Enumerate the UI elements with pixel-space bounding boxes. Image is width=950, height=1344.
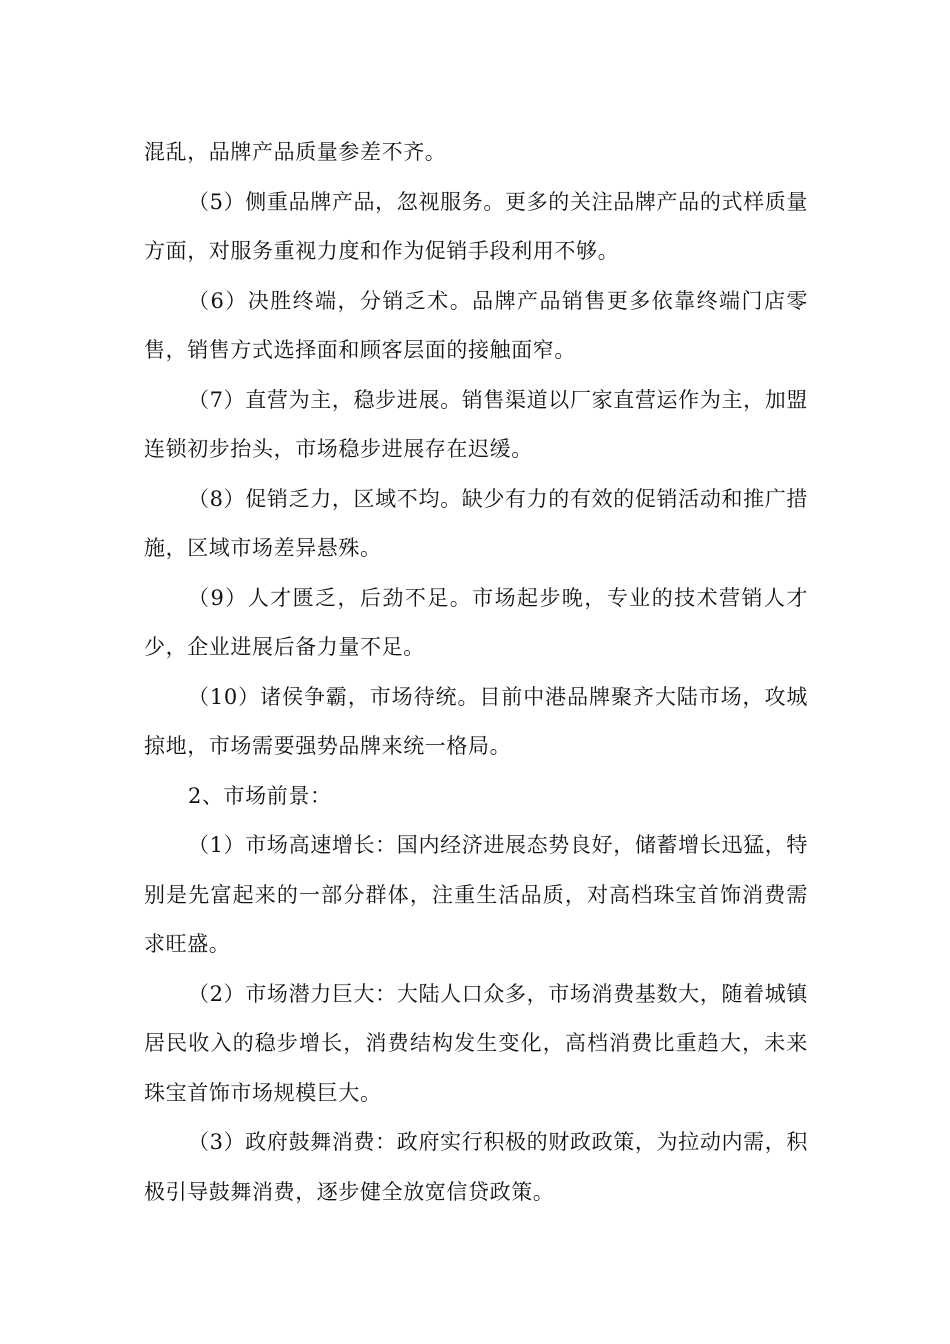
- paragraph-outlook-3: （3）政府鼓舞消费：政府实行积极的财政政策，为拉动内需，积极引导鼓舞消费，逐步健全放宽信贷政策。: [144, 1130, 808, 1204]
- paragraph-item-7: （7）直营为主，稳步进展。销售渠道以厂家直营运作为主，加盟连锁初步抬头，市场稳步进展存在迟缓。: [144, 387, 808, 461]
- document-body: [144, 128, 808, 1217]
- paragraph-item-8: （8）促销乏力，区域不均。缺少有力的有效的促销活动和推广措施，区域市场差异悬殊。: [144, 486, 808, 560]
- paragraph-item-6: （6）决胜终端，分销乏术。品牌产品销售更多依靠终端门店零售，销售方式选择面和顾客层面的接触面窄。: [144, 288, 808, 362]
- paragraph-item-10: （10）诸侯争霸，市场待统。目前中港品牌聚齐大陆市场，攻城掠地，市场需要强势品牌来统一格局。: [144, 684, 808, 758]
- paragraph-continuation: 混乱，品牌产品质量参差不齐。: [144, 140, 447, 164]
- paragraph-outlook-1: （1）市场高速增长：国内经济进展态势良好，储蓄增长迅猛，特别是先富起来的一部分群体，注重生活品质，对高档珠宝首饰消费需求旺盛。: [144, 833, 808, 956]
- paragraph-item-5: （5）侧重品牌产品，忽视服务。更多的关注品牌产品的式样质量方面，对服务重视力度和作为促销手段利用不够。: [144, 189, 808, 263]
- section-heading-market-outlook: 2、市场前景：: [188, 783, 332, 808]
- paragraph-outlook-2: （2）市场潜力巨大：大陆人口众多，市场消费基数大，随着城镇居民收入的稳步增长，消费结构发生变化，高档消费比重趋大，未来珠宝首饰市场规模巨大。: [144, 981, 808, 1105]
- paragraph-item-9: （9）人才匮乏，后劲不足。市场起步晚，专业的技术营销人才少，企业进展后备力量不足。: [144, 585, 808, 659]
